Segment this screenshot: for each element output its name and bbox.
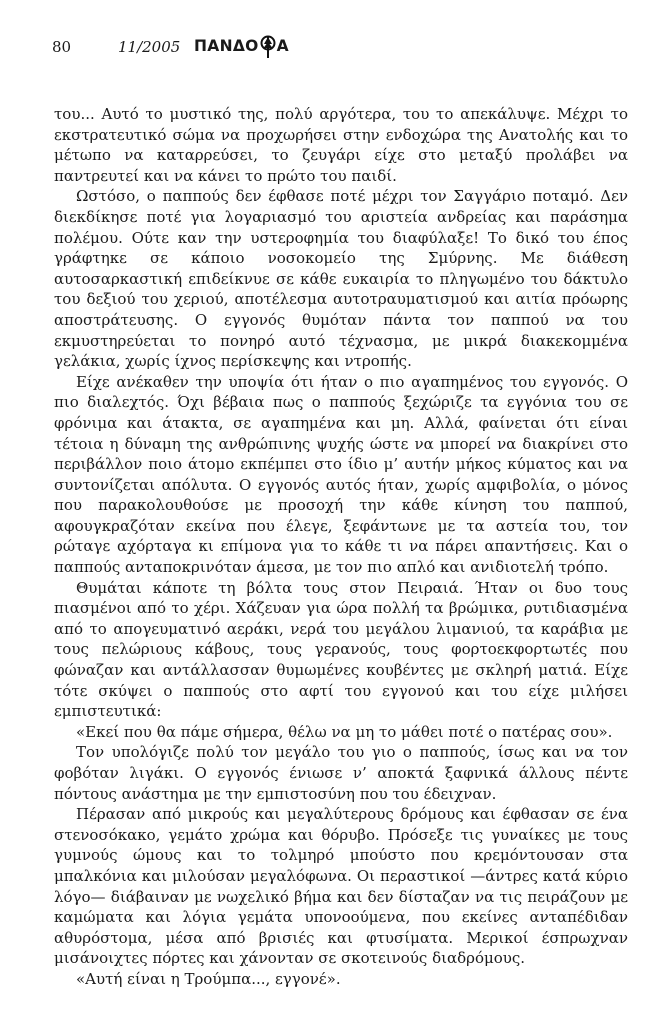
paragraph-4: Θυμάται κάποτε τη βόλτα τους στον Πειραιά. Ήταν οι δυο τους πιασμένοι από το χέρι. Χάζευαν για ώρα πολλή τα βρώμικα, ρυτιδιασμένα από το απογευματινό αεράκι, νερά του μεγάλου λιμανιού, τα καράβια με τους πελώριους κάβους, τους γερανούς, τους φορτοεκφορτωτές που φώναζαν και αντάλλασσαν θυμωμένες κουβέντες με σκληρή ματιά. Είχε τότε σκύψει ο παππούς στο αφτί του εγγονού και του είχε μιλήσει εμπιστευτικά: xyxy=(54,578,628,721)
issue-number: 11/2005 xyxy=(118,38,181,56)
paragraph-3: Είχε ανέκαθεν την υποψία ότι ήταν ο πιο αγαπημένος του εγγονός. Ο πιο διαλεχτός. Όχι βέβαια πως ο παππούς ξεχώριζε τα εγγόνια του σε φρόνιμα και άτακτα, σε αγαπημένα και μη. Αλλά, φαίνεται ότι είναι τέτοια η δύναμη της ανθρώπινης ψυχής ώστε να μπορεί να διακρίνει στο περιβάλλον ποιο άτομο εκπέμπει στο ίδιο μ’ αυτήν μήκος κύματος και να συντονίζεται απόλυτα. Ο εγγονός αυτός ήταν, χωρίς αμφιβολία, ο μόνος που παρακολουθούσε με προσοχή την κάθε κίνηση του παππού, αφουγκραζόταν εκείνα που έλεγε, ξεφάντωνε με τα αστεία του, τον ρώταγε αχόρταγα κι επίμονα για το κάθε τι να πάρει απαντήσεις. Και ο παππούς ανταποκρινόταν άμεσα, με τον πιο απλό και ανιδιοτελή τρόπο. xyxy=(54,372,628,577)
paragraph-2: Ωστόσο, ο παππούς δεν έφθασε ποτέ μέχρι τον Σαγγάριο ποταμό. Δεν διεκδίκησε ποτέ για λογαριασμό του αριστεία ανδρείας και παράσημα πολέμου. Ούτε καν την υστεροφημία του διαφύλαξε! Το δικό του έπος γράφτηκε σε κάποιο νοσοκομείο της Σμύρνης. Με διάθεση αυτοσαρκαστική επιδείκνυε σε κάθε ευκαιρία το πληγωμένο του δάκτυλο του δεξιού του χεριού, αποτέλεσμα αυτοτραυματισμού και αιτία πρόωρης αποστράτευσης. Ο εγγονός θυμόταν πάντα τον παππού να του εκμυστηρεύεται το πονηρό αυτό τέχνασμα, με μικρά διακεκομμένα γελάκια, χωρίς ίχνος περίσκεψης και ντροπής. xyxy=(54,187,628,371)
page-number: 80 xyxy=(52,38,72,56)
journal-title xyxy=(194,37,289,55)
body-text xyxy=(54,104,628,990)
paragraph-6: Πέρασαν από μικρούς και μεγαλύτερους δρόμους και έφθασαν σε ένα στενοσόκακο, γεμάτο χρώμα και θόρυβο. Πρόσεξε τις γυναίκες με τους γυμνούς ώμους και το τολμηρό μπούστο που κρεμόντουσαν στα μπαλκόνια και μιλούσαν μεγαλόφωνα. Οι περαστικοί —άντρες κατά κύριο λόγο— διάβαιναν με νωχελικό βήμα και δεν δίσταζαν να τις πειράζουν με καμώματα και λόγια γεμάτα υπονοούμενα, που εκείνες ανταπέδιδαν αθυρόστομα, μέσα από βρισιές και φτυσίματα. Μερικοί έσπρωχναν μισάνοιχτες πόρτες και χάνονταν σε σκοτεινούς διαδρόμους. xyxy=(54,805,628,968)
tree-circle-icon xyxy=(260,38,276,54)
journal-title-right: Α xyxy=(276,37,289,55)
journal-title-left: ΠΑΝΔΟ xyxy=(194,37,259,55)
paragraph-1: του... Αυτό το μυστικό της, πολύ αργότερα, του το απεκάλυψε. Μέχρι το εκστρατευτικό σώμα να προχωρήσει στην ενδοχώρα της Ανατολής και το μέτωπο να καταρρεύσει, το ζευγάρι είχε στο μεταξύ προλάβει να παντρευτεί και να κάνει το πρώτο του παιδί. xyxy=(54,105,628,185)
dialogue-line-2: «Αυτή είναι η Τρούμπα..., εγγονέ». xyxy=(76,969,341,988)
dialogue-line-1: «Εκεί που θα πάμε σήμερα, θέλω να μη το μάθει ποτέ ο πατέρας σου». xyxy=(76,722,613,741)
paragraph-5: Τον υπολόγιζε πολύ τον μεγάλο του γιο ο παππούς, ίσως και να τον φοβόταν λιγάκι. Ο εγγονός ένιωσε ν’ αποκτά ξαφνικά άλλους πέντε πόντους ανάστημα με την εμπιστοσύνη που του έδειχναν. xyxy=(54,743,628,803)
running-header xyxy=(52,38,620,62)
